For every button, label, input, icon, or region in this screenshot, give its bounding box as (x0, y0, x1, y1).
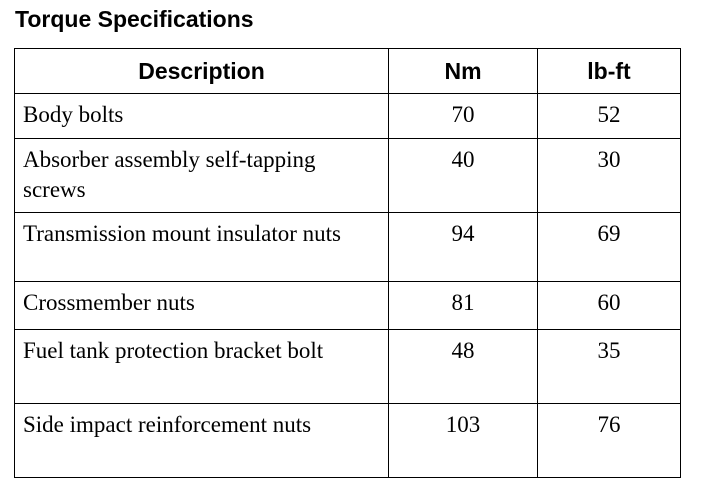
nm-cell: 48 (389, 330, 538, 404)
description-cell: Transmission mount insulator nuts (15, 213, 389, 282)
nm-cell: 103 (389, 404, 538, 478)
table-row (15, 139, 681, 213)
description-column-header: Description (15, 49, 389, 94)
nm-cell: 70 (389, 94, 538, 139)
table-row (15, 213, 681, 282)
table-row (15, 404, 681, 478)
lbft-cell: 60 (538, 282, 681, 330)
lbft-column-header: lb-ft (538, 49, 681, 94)
page-title: Torque Specifications (15, 6, 254, 32)
torque-specifications-table (14, 48, 681, 478)
nm-cell: 94 (389, 213, 538, 282)
description-cell: Absorber assembly self-tapping screws (15, 139, 389, 213)
lbft-cell: 69 (538, 213, 681, 282)
table-header-row (15, 49, 681, 94)
description-cell: Crossmember nuts (15, 282, 389, 330)
lbft-cell: 35 (538, 330, 681, 404)
table-row (15, 330, 681, 404)
description-cell: Fuel tank protection bracket bolt (15, 330, 389, 404)
table-row (15, 94, 681, 139)
description-cell: Body bolts (15, 94, 389, 139)
description-cell: Side impact reinforcement nuts (15, 404, 389, 478)
nm-cell: 40 (389, 139, 538, 213)
lbft-cell: 52 (538, 94, 681, 139)
lbft-cell: 30 (538, 139, 681, 213)
nm-cell: 81 (389, 282, 538, 330)
lbft-cell: 76 (538, 404, 681, 478)
table-row (15, 282, 681, 330)
nm-column-header: Nm (389, 49, 538, 94)
